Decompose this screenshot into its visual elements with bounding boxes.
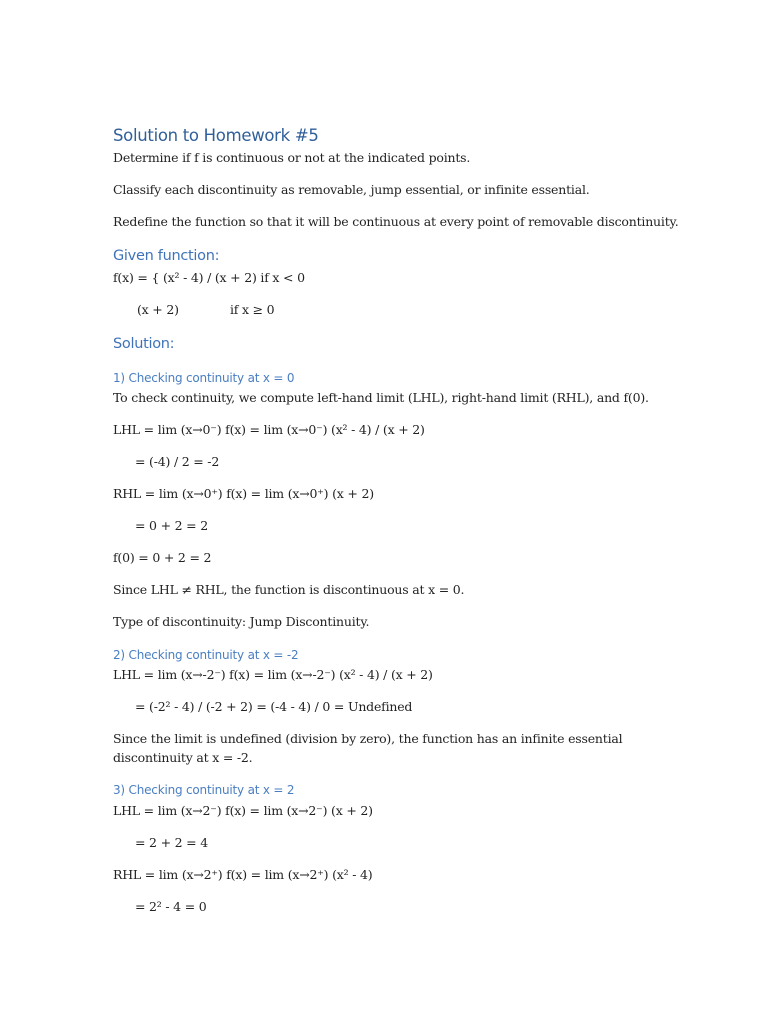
function-expression: (x + 2) (137, 302, 179, 317)
solution-line: = 2 + 2 = 4 (135, 835, 208, 850)
function-definition-line (137, 302, 275, 317)
solution-line: f(0) = 0 + 2 = 2 (113, 550, 212, 565)
solution-line: RHL = lim (x→0⁺) f(x) = lim (x→0⁺) (x + 2) (113, 486, 374, 501)
solution-line: To check continuity, we compute left-hand limit (LHL), right-hand limit (RHL), and f(0). (113, 390, 649, 405)
given-function-heading: Given function: (113, 248, 220, 264)
solution-line: = (-2² - 4) / (-2 + 2) = (-4 - 4) / 0 = Undefined (135, 699, 413, 714)
solution-line: Type of discontinuity: Jump Discontinuity. (113, 614, 370, 629)
part1-heading: 1) Checking continuity at x = 0 (113, 371, 295, 385)
solution-line: LHL = lim (x→0⁻) f(x) = lim (x→0⁻) (x² - 4) / (x + 2) (113, 422, 425, 437)
solution-heading: Solution: (113, 336, 175, 352)
part2-heading: 2) Checking continuity at x = -2 (113, 648, 299, 662)
solution-line: LHL = lim (x→-2⁻) f(x) = lim (x→-2⁻) (x² - 4) / (x + 2) (113, 667, 433, 682)
intro-line: Determine if f is continuous or not at the indicated points. (113, 150, 471, 165)
intro-line: Classify each discontinuity as removable, jump essential, or infinite essential. (113, 182, 590, 197)
solution-line: discontinuity at x = -2. (113, 750, 253, 765)
solution-line: = 2² - 4 = 0 (135, 899, 207, 914)
intro-line: Redefine the function so that it will be continuous at every point of removable discontinuity. (113, 214, 679, 229)
function-definition-line: f(x) = { (x² - 4) / (x + 2) if x < 0 (113, 270, 305, 285)
solution-line: RHL = lim (x→2⁺) f(x) = lim (x→2⁺) (x² - 4) (113, 867, 373, 882)
doc-title: Solution to Homework #5 (113, 126, 319, 145)
part3-heading: 3) Checking continuity at x = 2 (113, 783, 295, 797)
function-condition: if x ≥ 0 (230, 302, 275, 317)
solution-line: LHL = lim (x→2⁻) f(x) = lim (x→2⁻) (x + 2) (113, 803, 373, 818)
solution-line: Since the limit is undefined (division by zero), the function has an infinite essential (113, 731, 623, 746)
solution-line: = (-4) / 2 = -2 (135, 454, 220, 469)
solution-line: Since LHL ≠ RHL, the function is discontinuous at x = 0. (113, 582, 465, 597)
solution-line: = 0 + 2 = 2 (135, 518, 208, 533)
